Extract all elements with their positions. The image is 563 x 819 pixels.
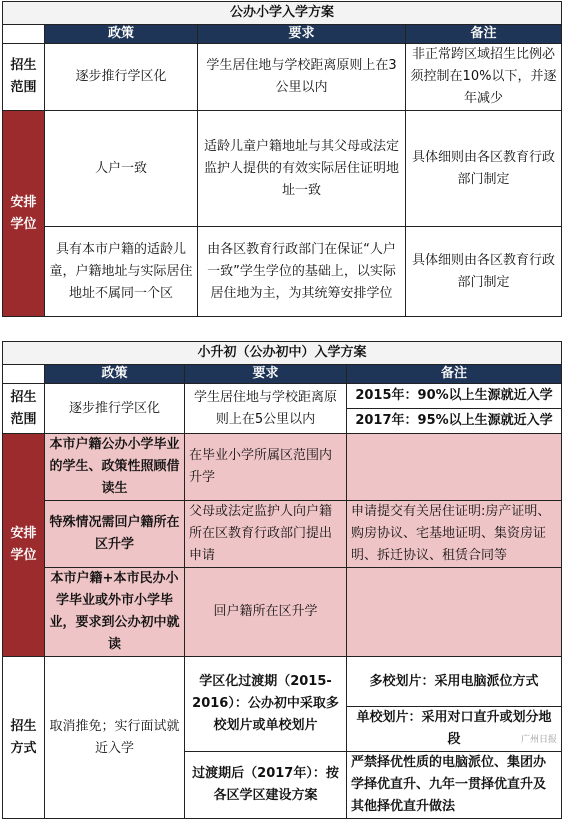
requirement-cell: 在毕业小学所属区范围内升学	[185, 434, 347, 501]
policy-cell: 逐步推行学区化	[45, 384, 185, 434]
watermark: 广州日报	[521, 732, 557, 745]
note-cell: 严禁择优性质的电脑派位、集团办学择优直升、九年一贯择优直升及其他择优直升做法	[347, 752, 562, 819]
requirement-cell: 过渡期后（2017年）：按各区学区建设方案	[185, 752, 347, 819]
policy-cell: 逐步推行学区化	[45, 44, 198, 111]
policy-cell: 本市户籍公办小学毕业的学生、政策性照顾借读生	[45, 434, 185, 501]
header-corner	[3, 365, 45, 384]
note-cell: 单校划片：采用对口直升或划分地段	[347, 707, 562, 752]
table-row	[3, 227, 562, 317]
requirement-cell: 由各区教育行政部门在保证“人户一致”学生学位的基础上，以实际居住地为主，为其统筹安排学位	[198, 227, 406, 317]
table-row	[3, 434, 562, 501]
note-cell: 2015年：90%以上生源就近入学	[347, 384, 562, 409]
header-requirement: 要求	[185, 365, 347, 384]
policy-cell: 人户一致	[45, 111, 198, 227]
requirement-cell: 适龄儿童户籍地址与其父母或法定监护人提供的有效实际居住证明地址一致	[198, 111, 406, 227]
header-corner	[3, 25, 45, 44]
note-cell: 非正常跨区域招生比例必须控制在10%以下，并逐年减少	[406, 44, 562, 111]
category-cell: 安排学位	[3, 111, 45, 317]
policy-cell: 具有本市户籍的适龄儿童，户籍地址与实际居住地址不属同一个区	[45, 227, 198, 317]
policy-cell: 本市户籍+本市民办小学毕业或外市小学毕业，要求到公办初中就读	[45, 568, 185, 657]
table-title: 小升初（公办初中）入学方案	[3, 342, 562, 365]
note-cell	[347, 434, 562, 501]
policy-cell: 特殊情况需回户籍所在区升学	[45, 501, 185, 568]
category-cell: 招生范围	[3, 384, 45, 434]
table-row	[3, 44, 562, 111]
requirement-cell: 学生居住地与学校距离原则上在5公里以内	[185, 384, 347, 434]
junior-high-table	[2, 341, 562, 819]
category-cell: 招生范围	[3, 44, 45, 111]
header-note: 备注	[347, 365, 562, 384]
note-cell: 具体细则由各区教育行政部门制定	[406, 227, 562, 317]
requirement-cell: 父母或法定监护人向户籍所在区教育行政部门提出申请	[185, 501, 347, 568]
primary-school-table	[2, 1, 562, 317]
header-note: 备注	[406, 25, 562, 44]
table-row	[3, 384, 562, 409]
header-policy: 政策	[45, 25, 198, 44]
note-cell: 申请提交有关居住证明:房产证明、购房协议、宅基地证明、集资房证明、拆迁协议、租赁合同等	[347, 501, 562, 568]
table-row	[3, 657, 562, 707]
header-policy: 政策	[45, 365, 185, 384]
note-cell: 具体细则由各区教育行政部门制定	[406, 111, 562, 227]
requirement-cell: 学区化过渡期（2015-2016）：公办初中采取多校划片或单校划片	[185, 657, 347, 752]
policy-cell: 取消推免；实行面试就近入学	[45, 657, 185, 819]
requirement-cell: 学生居住地与学校距离原则上在3公里以内	[198, 44, 406, 111]
table-title: 公办小学入学方案	[3, 2, 562, 25]
header-requirement: 要求	[198, 25, 406, 44]
table-row	[3, 568, 562, 657]
table-row	[3, 111, 562, 227]
category-cell: 招生方式	[3, 657, 45, 819]
note-cell	[347, 568, 562, 657]
table-row	[3, 501, 562, 568]
requirement-cell: 回户籍所在区升学	[185, 568, 347, 657]
note-cell: 多校划片：采用电脑派位方式	[347, 657, 562, 707]
category-cell: 安排学位	[3, 434, 45, 657]
note-cell: 2017年：95%以上生源就近入学	[347, 409, 562, 434]
